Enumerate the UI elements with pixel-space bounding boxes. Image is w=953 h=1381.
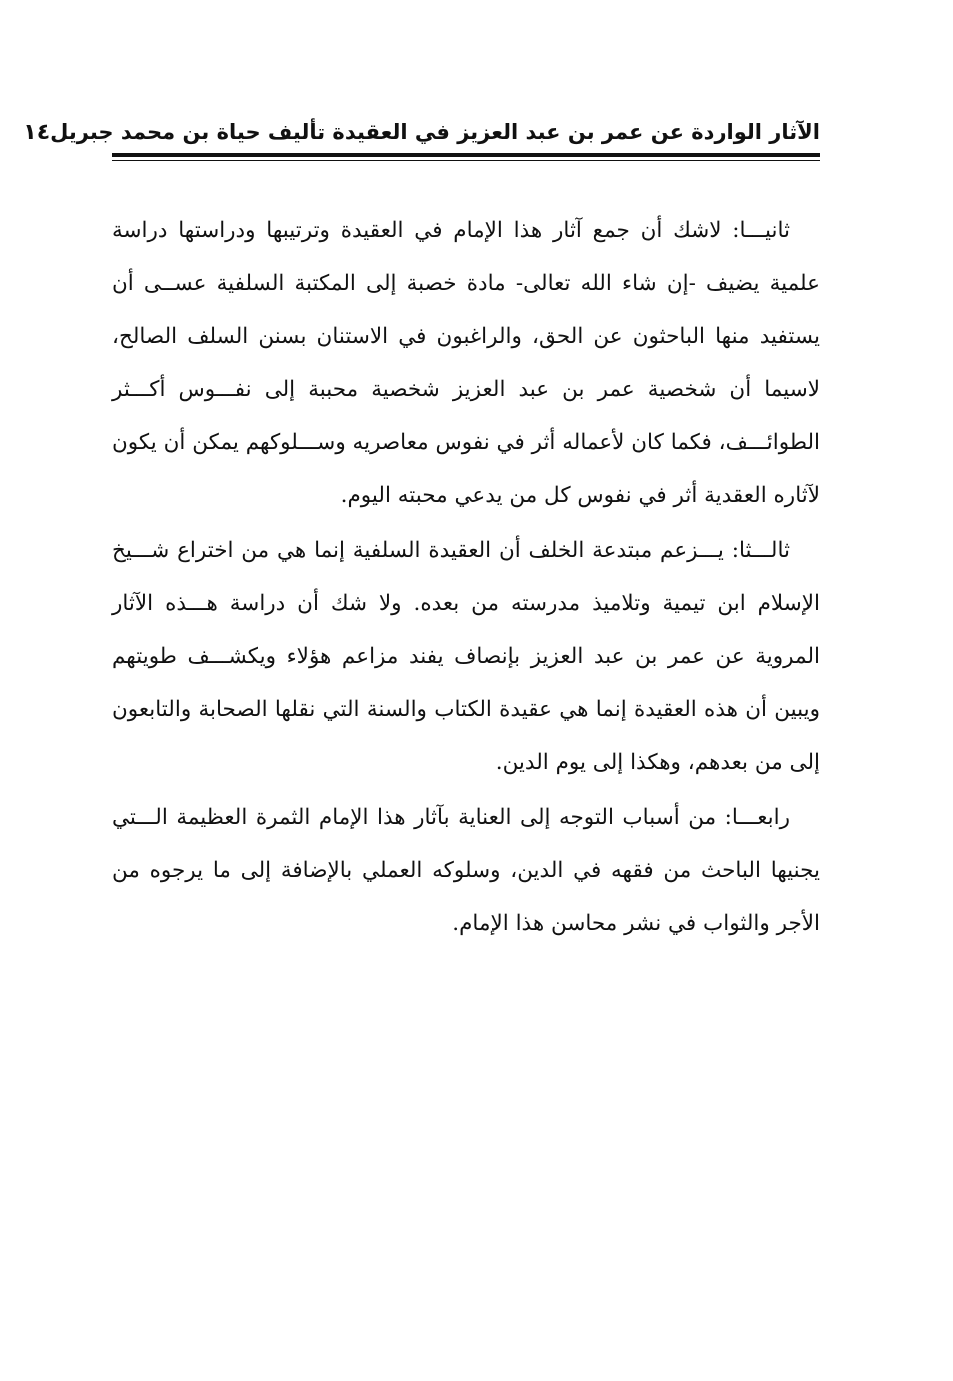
body-text	[112, 204, 820, 950]
paragraph-second-reason: ثانيـــا: لاشك أن جمع آثار هذا الإمام في العقيدة وترتيبها ودراستها دراسة علمية يضيف -إن شاء الله تعالى- مادة خصبة إلى المكتبة السلفية عســى أن يستفيد منها الباحثون عن الحق، والراغبون في الاستنان بسنن السلف الصالح، لاسيما أن شخصية عمر بن عبد العزيز شخصية محببة إلى نفـــوس أكـــثر الطوائـــف، فكما كان لأعماله أثر في نفوس معاصريه وســـلوكهم يمكن أن يكون لآثاره العقدية أثر في نفوس كل من يدعي محبته اليوم.	[112, 218, 820, 508]
page-number: ١٤	[23, 119, 51, 145]
running-header	[23, 112, 820, 152]
paragraph-third-reason: ثالـــثا: يـــزعم مبتدعة الخلف أن العقيدة السلفية إنما هي من اختراع شـــيخ الإسلام ابن تيمية وتلاميذ مدرسته من بعده. ولا شك أن دراسة هـــذه الآثار المروية عن عمر بن عبد العزيز بإنصاف يفند مزاعم هؤلاء ويكشـــف طويتهم ويبين أن هذه العقيدة إنما هي عقيدة الكتاب والسنة التي نقلها الصحابة والتابعون إلى من بعدهم، وهكذا إلى يوم الدين.	[112, 538, 820, 775]
paragraph-fourth-reason: رابعـــا: من أسباب التوجه إلى العناية بآثار هذا الإمام الثمرة العظيمة الـــتي يجنيها الباحث من فقهه في الدين، وسلوكه العملي بالإضافة إلى ما يرجوه من الأجر والثواب في نشر محاسن هذا الإمام.	[112, 805, 820, 936]
header-rule-thick	[112, 153, 820, 157]
header-rule-thin	[112, 160, 820, 161]
header-title: الآثار الواردة عن عمر بن عبد العزيز في العقيدة تأليف حياة بن محمد جبريل	[50, 120, 820, 144]
